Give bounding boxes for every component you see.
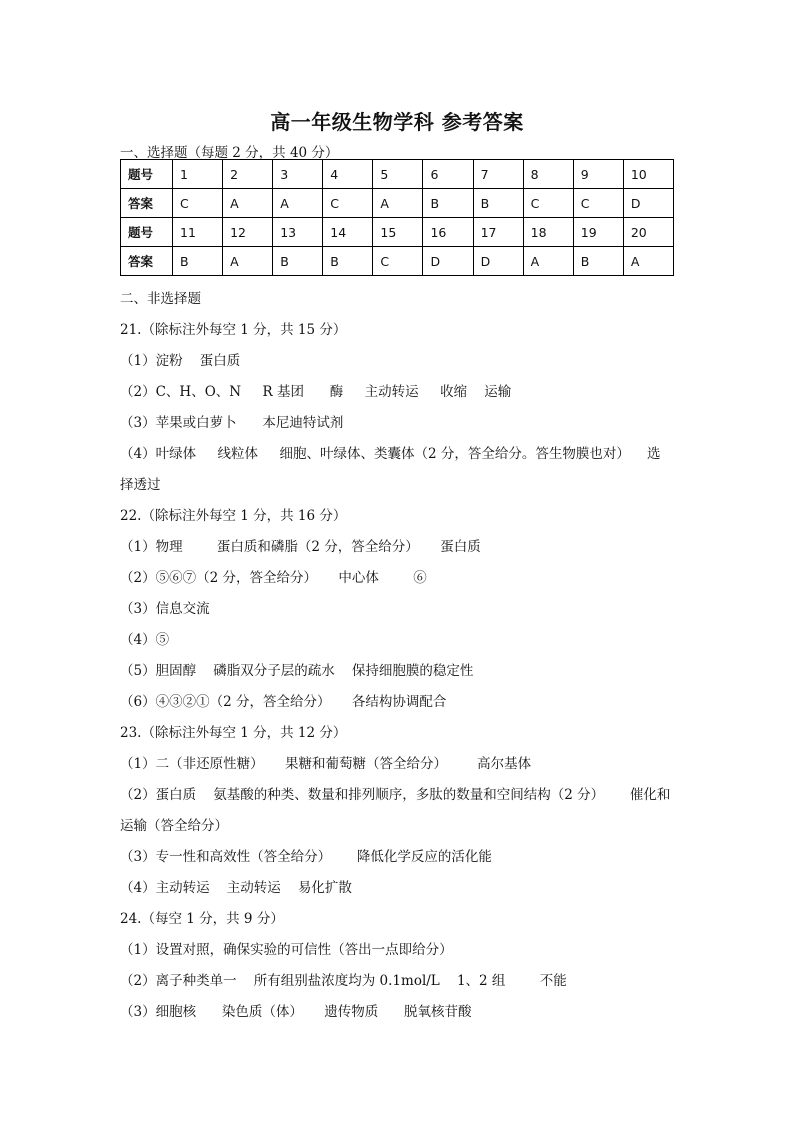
answer-line: （4）⑤ — [120, 632, 170, 648]
table-cell: B — [323, 247, 373, 276]
table-cell: A — [523, 247, 573, 276]
answer-line: （6）④③②①（2 分，答全给分） 各结构协调配合 — [120, 694, 447, 710]
answer-line: （4）主动转运 主动转运 易化扩散 — [120, 880, 352, 896]
table-row — [121, 160, 674, 189]
table-cell: A — [273, 189, 323, 218]
table-cell: 6 — [423, 160, 473, 189]
table-cell: 15 — [373, 218, 423, 247]
table-cell: 18 — [523, 218, 573, 247]
answer-line: （2）蛋白质 氨基酸的种类、数量和排列顺序，多肽的数量和空间结构（2 分） 催化和 — [120, 787, 671, 803]
table-cell: 16 — [423, 218, 473, 247]
table-cell: D — [473, 247, 523, 276]
section-choice-heading: 一、选择题（每题 2 分，共 40 分） — [120, 145, 339, 161]
answer-line: 择透过 — [120, 477, 161, 493]
table-cell: B — [173, 247, 223, 276]
answer-line: 24.（每空 1 分，共 9 分） — [120, 911, 284, 927]
table-row — [121, 247, 674, 276]
table-cell: A — [223, 247, 273, 276]
table-row — [121, 189, 674, 218]
table-cell: B — [273, 247, 323, 276]
nonchoice-answers — [120, 284, 678, 1028]
table-cell: 5 — [373, 160, 423, 189]
answer-line: （3）细胞核 染色质（体） 遗传物质 脱氧核苷酸 — [120, 1004, 472, 1020]
answer-line: （1）二（非还原性糖） 果糖和葡萄糖（答全给分） 高尔基体 — [120, 756, 532, 772]
answer-line: （1）淀粉 蛋白质 — [120, 353, 241, 369]
table-cell: 7 — [473, 160, 523, 189]
table-cell: 1 — [173, 160, 223, 189]
answer-line: （1）物理 蛋白质和磷脂（2 分，答全给分） 蛋白质 — [120, 539, 481, 555]
table-cell: 17 — [473, 218, 523, 247]
table-cell: 20 — [623, 218, 673, 247]
answer-line: （3）苹果或白萝卜 本尼迪特试剂 — [120, 415, 344, 431]
row-label: 答案 — [121, 247, 173, 276]
table-cell: C — [323, 189, 373, 218]
answer-line: （2）⑤⑥⑦（2 分，答全给分） 中心体 ⑥ — [120, 570, 427, 586]
table-cell: 19 — [573, 218, 623, 247]
row-label: 题号 — [121, 160, 173, 189]
answer-line: 23.（除标注外每空 1 分，共 12 分） — [120, 725, 347, 741]
answer-line: （2）C、H、O、N R 基团 酶 主动转运 收缩 运输 — [120, 384, 512, 400]
table-cell: B — [423, 189, 473, 218]
table-cell: 14 — [323, 218, 373, 247]
table-cell: 10 — [623, 160, 673, 189]
table-cell: 12 — [223, 218, 273, 247]
table-cell: 13 — [273, 218, 323, 247]
table-cell: 2 — [223, 160, 273, 189]
answer-line: （3）信息交流 — [120, 601, 210, 617]
answer-line: （3）专一性和高效性（答全给分） 降低化学反应的活化能 — [120, 849, 492, 865]
answer-line: 二、非选择题 — [120, 291, 201, 307]
answer-line: （2）离子种类单一 所有组别盐浓度均为 0.1mol/L 1、2 组 不能 — [120, 973, 567, 989]
table-cell: B — [573, 247, 623, 276]
table-cell: D — [623, 189, 673, 218]
table-cell: 4 — [323, 160, 373, 189]
table-cell: 3 — [273, 160, 323, 189]
table-cell: 9 — [573, 160, 623, 189]
row-label: 答案 — [121, 189, 173, 218]
table-cell: C — [523, 189, 573, 218]
answer-line: （1）设置对照，确保实验的可信性（答出一点即给分） — [120, 942, 453, 958]
answer-line: （5）胆固醇 磷脂双分子层的疏水 保持细胞膜的稳定性 — [120, 663, 474, 679]
table-cell: A — [623, 247, 673, 276]
table-cell: C — [573, 189, 623, 218]
answer-line: 运输（答全给分） — [120, 818, 228, 834]
table-cell: B — [473, 189, 523, 218]
page-title: 高一年级生物学科 参考答案 — [270, 110, 524, 134]
table-cell: 11 — [173, 218, 223, 247]
table-cell: C — [373, 247, 423, 276]
table-row — [121, 218, 674, 247]
answer-line: 22.（除标注外每空 1 分，共 16 分） — [120, 508, 347, 524]
row-label: 题号 — [121, 218, 173, 247]
table-cell: A — [223, 189, 273, 218]
answer-line: 21.（除标注外每空 1 分，共 15 分） — [120, 322, 347, 338]
answer-line: （4）叶绿体 线粒体 细胞、叶绿体、类囊体（2 分，答全给分。答生物膜也对） 选 — [120, 446, 661, 462]
table-cell: D — [423, 247, 473, 276]
table-cell: C — [173, 189, 223, 218]
table-cell: 8 — [523, 160, 573, 189]
answer-table — [120, 159, 674, 276]
table-cell: A — [373, 189, 423, 218]
